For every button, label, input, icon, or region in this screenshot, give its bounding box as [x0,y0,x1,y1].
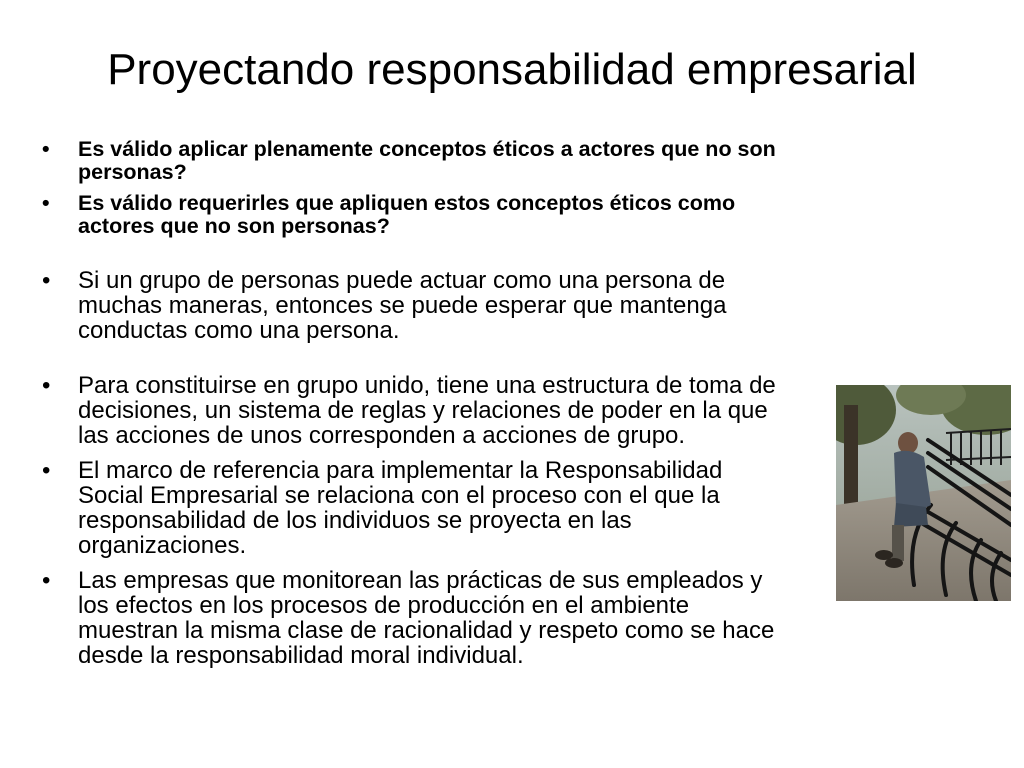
bullet-text: Es válido requerirles que apliquen estos conceptos éticos como actores que no son personas? [78,191,736,238]
bullet-glyph: • [42,372,51,399]
bullet-text: Las empresas que monitorean las prácticas de sus empleados y los efectos en los procesos de producción en el ambiente muestran la misma clase de racionalidad y respeto como se hace desde la responsabilidad moral individual. [78,567,775,669]
bullet-list [42,138,782,668]
bullet-glyph: • [42,267,51,294]
bullet-text: Si un grupo de personas puede actuar como una persona de muchas maneras, entonces se puede esperar que mantenga conductas como una persona. [78,267,727,344]
bullet-item [42,138,782,184]
bullet-glyph: • [42,137,50,161]
bullet-item [42,192,782,238]
slide-title: Proyectando responsabilidad empresarial [107,45,917,94]
bullet-text: Es válido aplicar plenamente conceptos éticos a actores que no son personas? [78,137,776,184]
bullet-item [42,568,782,668]
bullet-glyph: • [42,457,51,484]
bullet-text: Para constituirse en grupo unido, tiene una estructura de toma de decisiones, un sistema de reglas y relaciones de poder en la que las acciones de unos corresponden a acciones de grupo. [78,372,776,449]
bullet-glyph: • [42,191,50,215]
bullet-glyph: • [42,567,51,594]
park-bench-photo [836,385,1011,601]
bullet-item [42,373,782,448]
bullet-text: El marco de referencia para implementar la Responsabilidad Social Empresarial se relaciona con el proceso con el que la responsabilidad de los individuos se proyecta en las organizaciones. [78,457,723,559]
bullet-item [42,458,782,558]
bullet-item [42,268,782,343]
